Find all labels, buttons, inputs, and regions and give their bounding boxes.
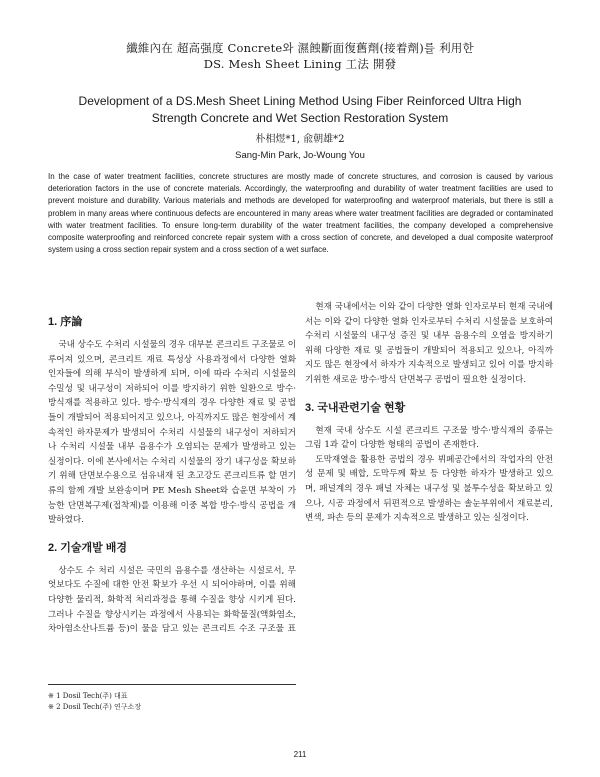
section-1-heading: 1. 序論 xyxy=(48,316,83,328)
korean-title-line-2: DS. Mesh Sheet Lining 工法 開發 xyxy=(203,57,397,71)
footnote-2: ※ 2 Dosil Tech(주) 연구소장 xyxy=(48,703,142,711)
section-1-paragraph-1: 국내 상수도 수처리 시설물의 경우 대부분 콘크리트 구조물로 이루어져 있으며, 콘크리트 재료 특성상 사용과정에서 다양한 열화 인자들에 의해 부식이 발생하게 되며, 이에 따라 수처리 시설물의 수밀성 및 내구성이 저하되어 이를 방지하기 위한 일환으로 방수·방식재를 적용하고 있다. 방수·방식재의 경우 다양한 재료 및 공법들이 개발되어 적용되어지고 있으나, 아직까지도 많은 현장에서 계속적인 하자문제가 발생되어 수처리 시설물의 내구성이 저하되거나 수처리 시설물 내부 음용수가 오염되는 문제가 발생하고 있는 실정이다. 이에 본사에서는 수처리 시설물의 장기 내구성을 확보하기 위해 단면보수용으로 섬유내재 된 초고강도 콘크리트류 할 면기류의 함께 개발 보완송이며 PE Mesh Sheet와 습윤면 부착이 가능한 단면복구제(접착제)를 이용해 이중 복합 방수·방식 공법을 개발하였다. xyxy=(48,340,297,526)
korean-title-line-1: 纖維內在 超高强度 Concrete와 濕蝕斷面復舊劑(接着劑)를 利用한 xyxy=(126,41,474,55)
abstract: In the case of water treatment facilities, concrete structures are mostly made of concrete structures, and corrosion is caused by various deterioration factors in the use of concrete materials. Accordingly, the waterproofing and durability of water treatment facilities are used to prevent moisture and durability. Various materials and methods are developed for waterproofing and waterproof materials, but there is still a problem in many areas where continuous defects are encountered in many areas where water treatment facilities are degraded or contaminated with water treatment facilities. To ensure long-term durability of the water treatment facilities, the company developed a comprehensive composite waterproofing and reinforced concrete repair system with a cross section of concrete, and developed a dual composite waterproof system using a cross section repair system and a cross section of a wet surface. xyxy=(48,172,553,255)
page-number: 211 xyxy=(293,750,307,759)
english-title-line-1: Development of a DS.Mesh Sheet Lining Method Using Fiber Reinforced Ultra High xyxy=(78,94,522,108)
section-3-heading: 3. 국내관련기술 현황 xyxy=(305,401,406,414)
section-3-paragraph-2: 도막재열을 활용한 공법의 경우 뷔페공간에서의 작업자의 안전성 문제 및 배합, 도막두께 확보 등 다양한 하자가 발생하고 있으며, 패널계의 경우 패널 자체는 내구성 및 불투수성을 확보하고 있으나, 시공 과정에서 뒤편적으로 발생하는 솔눈부위에서 재료분리, 변색, 파손 등의 문제가 지속적으로 발생하고 있는 실정이다. xyxy=(305,454,553,524)
section-3-paragraph-1: 현재 국내 상수도 시설 콘크리트 구조물 방수·방식재의 종류는 그림 1과 같이 다양한 형태의 공법이 존재한다. xyxy=(305,425,553,451)
authors-korean: 朴相煜*1, 兪朝雄*2 xyxy=(255,134,345,145)
section-2-heading: 2. 기술개발 배경 xyxy=(48,541,128,554)
english-title xyxy=(0,93,600,127)
authors-english: Sang-Min Park, Jo-Woung You xyxy=(235,150,365,161)
footnotes xyxy=(48,684,296,713)
footnote-1: ※ 1 Dosil Tech(주) 대표 xyxy=(48,692,128,700)
korean-title xyxy=(0,40,600,72)
section-2-paragraph-1: 상수도 수 처리 시설은 국민의 음용수를 생산하는 시설로서, 무엇보다도 수질에 대한 안전 확보가 우선 시 되어야하며, 이를 위해 다양한 물리적, 화학적 처리과정을 통해 수질을 향상 시키게 된다. 그러나 수질을 향상시키는 과정에서 사용되는 화학물질(액화염소, 차아염소산나트륨 등)이 물을 담고 있는 콘크리트 수조 구조물 표 xyxy=(48,565,296,635)
section-2-paragraph-2: 현재 국내에서는 이와 같이 다양한 열화 인자로부터 현재 국내에서는 이와 같이 다양한 열화 인자로부터 수처리 시설물을 보호하여 수처리 시설물의 내구성 증진 및 내부 음용수의 오염을 방지하기 위해 다양한 재료 및 공법들이 개발되어 적용되고 있으나, 아직까지도 많은 현장에서 하자가 지속적으로 발생되고 있어 이를 방지하기위한 새로운 방수·방식 단면복구 공법이 필요한 실정이다. xyxy=(305,302,554,385)
right-column xyxy=(305,300,553,526)
english-title-line-2: Strength Concrete and Wet Section Restoration System xyxy=(151,111,449,125)
left-column xyxy=(48,300,296,638)
